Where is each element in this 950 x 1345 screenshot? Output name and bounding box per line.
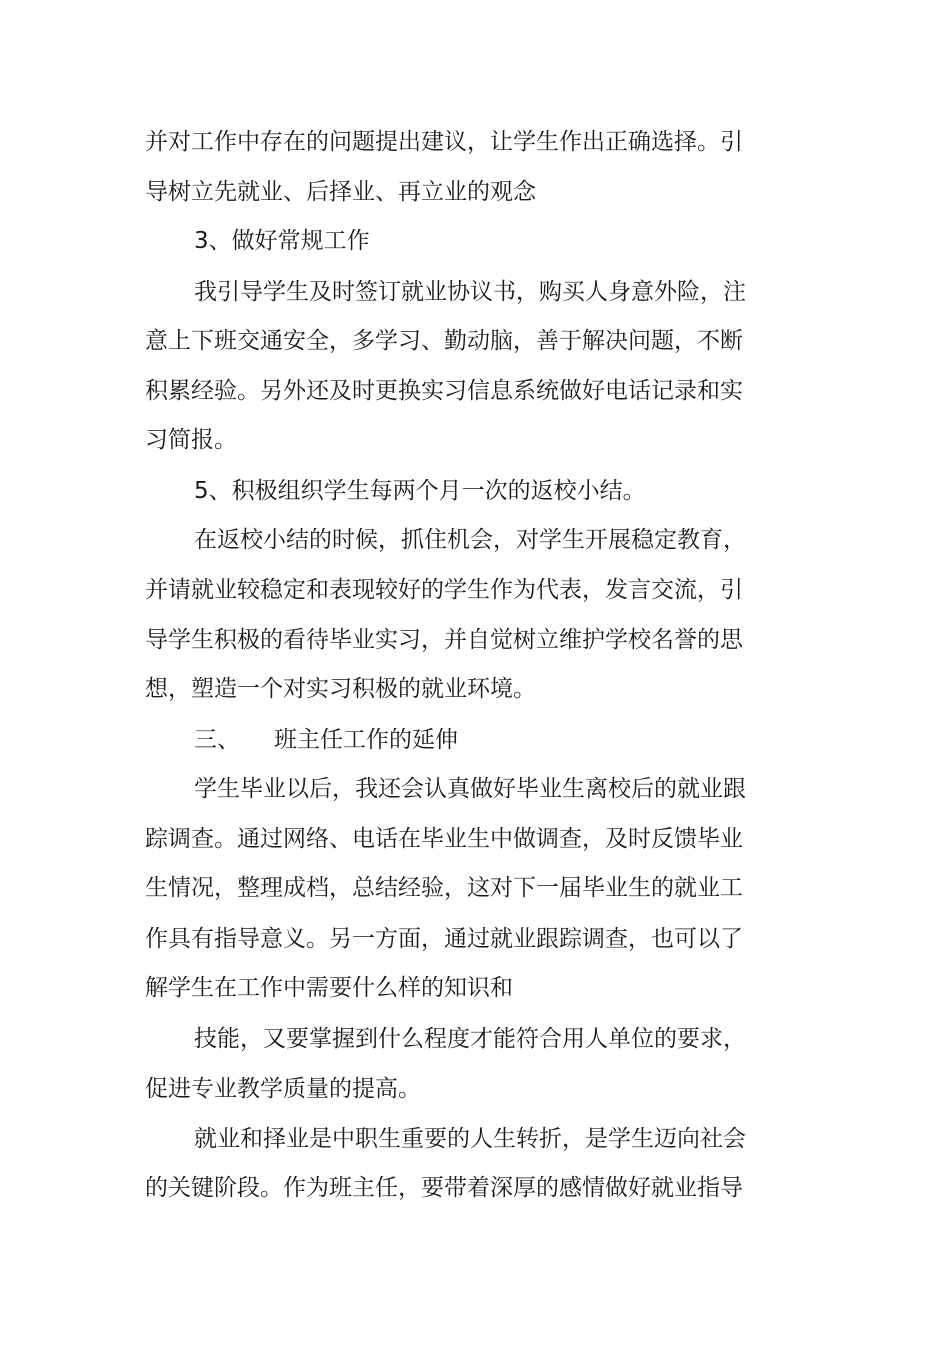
text-line: 生情况，整理成档，总结经验，这对下一届毕业生的就业工 — [145, 875, 743, 901]
section-heading: 3、做好常规工作 — [194, 228, 370, 254]
text-line: 并请就业较稳定和表现较好的学生作为代表，发言交流，引 — [145, 577, 743, 603]
text-line: 促进专业教学质量的提高。 — [145, 1076, 421, 1102]
text-line: 的关键阶段。作为班主任，要带着深厚的感情做好就业指导 — [145, 1175, 743, 1201]
text-line: 学生毕业以后，我还会认真做好毕业生离校后的就业跟 — [194, 776, 746, 802]
section-title: 班主任工作的延伸 — [274, 727, 458, 753]
text-line: 习简报。 — [145, 427, 237, 453]
section-heading: 5、积极组织学生每两个月一次的返校小结。 — [194, 478, 646, 504]
text-line: 意上下班交通安全，多学习、勤动脑，善于解决问题，不断 — [145, 328, 743, 354]
text-line: 技能，又要掌握到什么程度才能符合用人单位的要求， — [194, 1026, 746, 1052]
text-line: 想，塑造一个对实习积极的就业环境。 — [145, 676, 536, 702]
text-line: 解学生在工作中需要什么样的知识和 — [145, 975, 513, 1001]
text-line: 我引导学生及时签订就业协议书，购买人身意外险，注 — [194, 279, 746, 305]
text-line: 在返校小结的时候，抓住机会，对学生开展稳定教育， — [194, 527, 746, 553]
section-number: 三、 — [194, 727, 240, 753]
section-heading — [194, 725, 458, 755]
text-line: 作具有指导意义。另一方面，通过就业跟踪调查，也可以了 — [145, 926, 743, 952]
text-line: 并对工作中存在的问题提出建议，让学生作出正确选择。引 — [145, 129, 743, 155]
text-line: 踪调查。通过网络、电话在毕业生中做调查，及时反馈毕业 — [145, 826, 743, 852]
text-line: 就业和择业是中职生重要的人生转折，是学生迈向社会 — [194, 1126, 746, 1152]
text-line: 积累经验。另外还及时更换实习信息系统做好电话记录和实 — [145, 378, 743, 404]
text-line: 导树立先就业、后择业、再立业的观念 — [145, 179, 536, 205]
text-line: 导学生积极的看待毕业实习，并自觉树立维护学校名誉的思 — [145, 627, 743, 653]
